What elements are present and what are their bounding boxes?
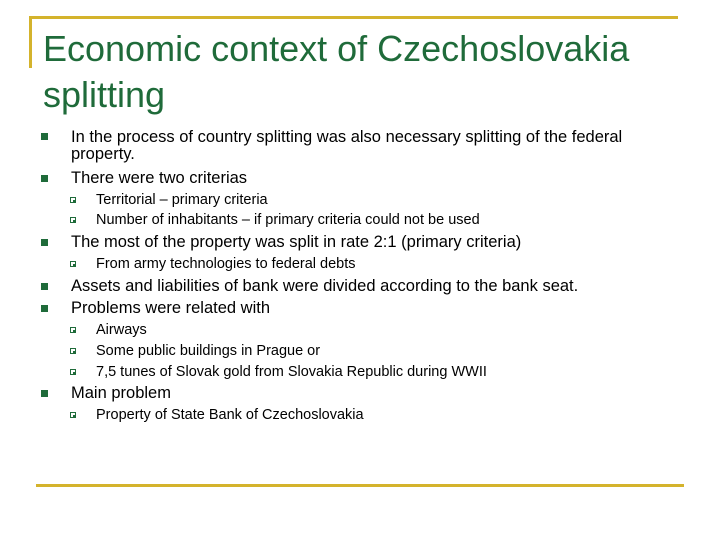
sub-bullet-icon [70, 197, 76, 203]
sub-bullet-icon [70, 412, 76, 418]
sub-bullet-icon [70, 261, 76, 267]
sub-bullet-item: From army technologies to federal debts [96, 256, 356, 272]
sub-bullet-item: 7,5 tunes of Slovak gold from Slovakia Republic during WWII [96, 364, 487, 380]
bullet-item: Assets and liabilities of bank were divided according to the bank seat. [71, 277, 579, 295]
bullet-square-icon [41, 390, 48, 397]
slide-title: Economic context of Czechoslovakia splitting [43, 28, 630, 115]
bullet-square-icon [41, 175, 48, 182]
bottom-accent-line [36, 484, 684, 487]
sub-bullet-item: Territorial – primary criteria [96, 192, 268, 208]
bullet-square-icon [41, 239, 48, 246]
bullet-item: There were two criterias [71, 169, 248, 187]
sub-bullet-item: Some public buildings in Prague or [96, 343, 321, 359]
bullet-square-icon [41, 305, 48, 312]
sub-bullet-item: Property of State Bank of Czechoslovakia [96, 407, 364, 423]
sub-bullet-icon [70, 369, 76, 375]
sub-bullet-item: Number of inhabitants – if primary criteria could not be used [96, 212, 480, 228]
sub-bullet-item: Airways [96, 322, 147, 338]
bullet-item: In the process of country splitting was also necessary splitting of the federal property. [71, 128, 623, 163]
sub-bullet-icon [70, 217, 76, 223]
bullet-item: The most of the property was split in rate 2:1 (primary criteria) [71, 233, 522, 251]
sub-bullet-icon [70, 327, 76, 333]
sub-bullet-icon [70, 348, 76, 354]
bullet-square-icon [41, 133, 48, 140]
bullet-item: Problems were related with [71, 299, 270, 317]
bullet-square-icon [41, 283, 48, 290]
bullet-item: Main problem [71, 384, 171, 402]
